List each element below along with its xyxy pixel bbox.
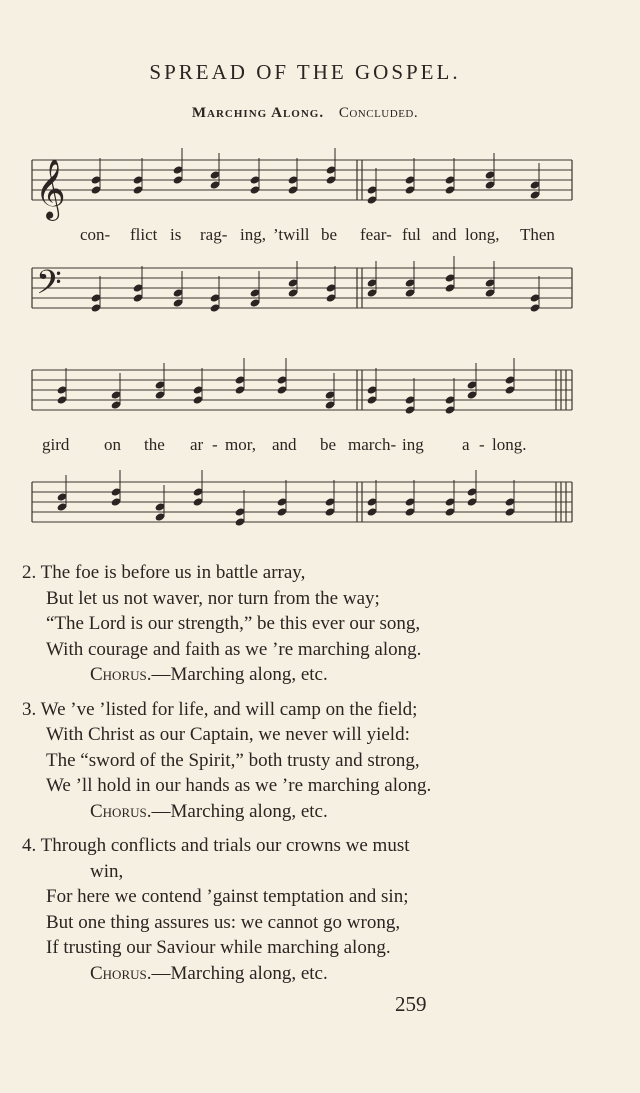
verse-line-text: We ’ve ’listed for life, and will camp on the field; (40, 698, 418, 720)
verse-4 (22, 833, 582, 986)
chorus-line (22, 662, 582, 688)
song-subtitle: Concluded. (338, 105, 419, 121)
lyric-syllable: and (432, 225, 457, 244)
verse-number: 4. (22, 835, 37, 856)
lyric-syllable: con- (80, 225, 111, 244)
lyric-syllable: ar (190, 435, 204, 454)
verse-line: But let us not waver, nor turn from the way; (46, 587, 380, 609)
verse-line: The “sword of the Spirit,” both trusty and strong, (46, 749, 420, 771)
lyric-syllable: ’twill (273, 225, 310, 244)
verse-number: 2. (22, 562, 37, 583)
song-title-text: Marching Along. (191, 105, 325, 121)
lyric-syllable: gird (42, 435, 70, 454)
verse-line: But one thing assures us: we cannot go wrong, (46, 911, 401, 933)
treble-clef-icon: 𝄞 (35, 159, 66, 219)
verses (22, 560, 582, 995)
verse-line-text: Through conflicts and trials our crowns we must (40, 835, 410, 856)
verse-line: We ’ll hold in our hands as we ’re marching along. (46, 775, 432, 796)
chorus-text: —Marching along, etc. (151, 664, 328, 685)
verse-line: win, (90, 860, 124, 882)
chorus-line (22, 799, 582, 825)
lyric-syllable: mor, (225, 435, 256, 454)
chorus-line (22, 961, 582, 987)
treble-staff-system-2 (0, 358, 640, 433)
treble-staff-system-1 (0, 150, 640, 230)
lyric-syllable: march- (348, 435, 397, 454)
verse-number: 3. (22, 698, 37, 720)
lyric-syllable: on (104, 435, 121, 454)
bass-staff-system-1 (0, 260, 640, 330)
bass-staff-system-2 (0, 472, 640, 542)
lyric-syllable: be (320, 435, 337, 454)
page-number: 259 (395, 992, 427, 1016)
lyric-syllable: ful (402, 225, 421, 244)
chorus-text: —Marching along, etc. (151, 962, 328, 984)
lyric-syllable: fear- (360, 225, 392, 244)
verse-line (22, 697, 582, 723)
verse-line: For here we contend ’gainst temptation and sin; (46, 886, 409, 907)
verse-line: If trusting our Saviour while marching along. (46, 937, 391, 958)
verse-2 (22, 560, 582, 688)
chorus-label: Chorus. (90, 800, 152, 822)
lyric-syllable: ing, (240, 225, 266, 244)
lyric-syllable: a (462, 435, 470, 454)
verse-line: With Christ as our Captain, we never will yield: (46, 724, 410, 745)
lyric-syllable: - (212, 435, 218, 454)
lyric-syllable: - (479, 435, 485, 454)
lyric-syllable: flict (130, 225, 158, 244)
verse-3 (22, 697, 582, 825)
verse-line-text: The foe is before us in battle array, (40, 562, 306, 583)
verse-line (22, 833, 582, 859)
verse-line: “The Lord is our strength,” be this ever our song, (46, 613, 421, 634)
lyric-syllable: and (272, 435, 297, 454)
lyric-syllable: is (170, 225, 182, 244)
lyric-syllable: Then (520, 225, 555, 244)
verse-line: With courage and faith as we ’re marching along. (46, 638, 422, 660)
lyric-syllable: the (144, 435, 165, 454)
chorus-text: —Marching along, etc. (151, 800, 328, 822)
verse-line (22, 560, 582, 586)
chorus-label: Chorus. (90, 962, 152, 984)
running-head: SPREAD OF THE GOSPEL. (149, 60, 461, 84)
lyric-syllable: rag- (200, 225, 228, 244)
song-title (0, 105, 610, 122)
lyric-syllable: long, (465, 225, 500, 244)
chorus-label: Chorus. (90, 664, 152, 685)
lyric-syllable: be (321, 225, 338, 244)
lyric-syllable: ing (402, 435, 424, 454)
lyric-syllable: long. (492, 435, 527, 454)
bass-clef-icon: 𝄢 (36, 264, 62, 310)
